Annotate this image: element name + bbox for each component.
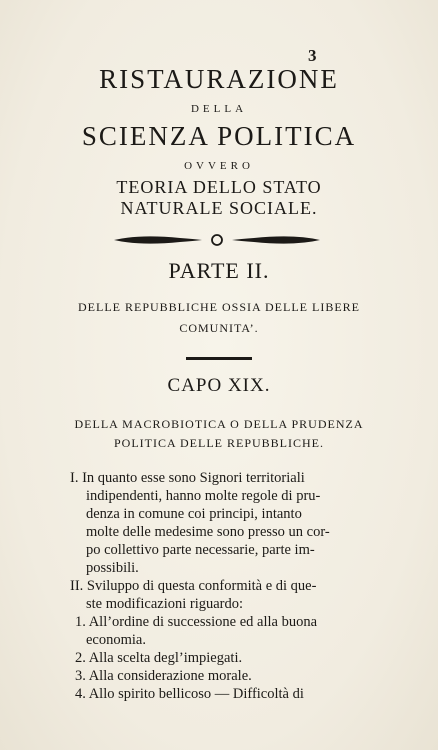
part-subtitle-line2: COMUNITA’. (179, 321, 259, 335)
body-line: I. In quanto esse sono Signori territoriali (70, 470, 305, 486)
body-line: indipendenti, hanno molte regole di pru- (86, 488, 321, 504)
body-line: ste modificazioni riguardo: (86, 596, 244, 612)
chapter-subtitle-line2: POLITICA DELLE REPUBBLICHE. (114, 436, 324, 450)
page-number: 3 (308, 46, 317, 65)
body-line: 1. All’ordine di successione ed alla buona (75, 614, 318, 630)
chapter-subtitle-line1: DELLA MACROBIOTICA O DELLA PRUDENZA (74, 417, 364, 431)
ornament-divider (110, 233, 324, 247)
ornament-flourish-icon (110, 233, 324, 247)
title-line-naturale: NATURALE SOCIALE. (120, 198, 318, 218)
part-subtitle-line1: DELLE REPUBBLICHE OSSIA DELLE LIBERE (78, 300, 360, 314)
chapter-heading: CAPO XIX. (167, 375, 271, 396)
body-line: denza in comune coi principi, intanto (86, 506, 302, 522)
body-line: 2. Alla scelta degl’impiegati. (75, 650, 243, 666)
body-line: II. Sviluppo di questa conformità e di que- (70, 578, 317, 594)
body-line: molte delle medesime sono presso un cor- (86, 524, 330, 540)
part-heading: PARTE II. (168, 258, 270, 283)
body-line: possibili. (86, 560, 139, 576)
title-line-ristaurazione: RISTAURAZIONE (99, 64, 339, 94)
section-rule (186, 357, 252, 360)
title-line-ovvero: OVVERO (184, 160, 254, 172)
title-line-scienza-politica: SCIENZA POLITICA (81, 121, 357, 151)
body-line: 3. Alla considerazione morale. (75, 668, 252, 684)
body-line: 4. Allo spirito bellicoso — Difficoltà di (75, 686, 304, 702)
title-line-della: DELLA (190, 103, 248, 115)
body-line: po collettivo parte necessarie, parte im- (86, 542, 315, 558)
body-line: economia. (86, 632, 146, 648)
title-line-teoria: TEORIA DELLO STATO (116, 177, 322, 197)
